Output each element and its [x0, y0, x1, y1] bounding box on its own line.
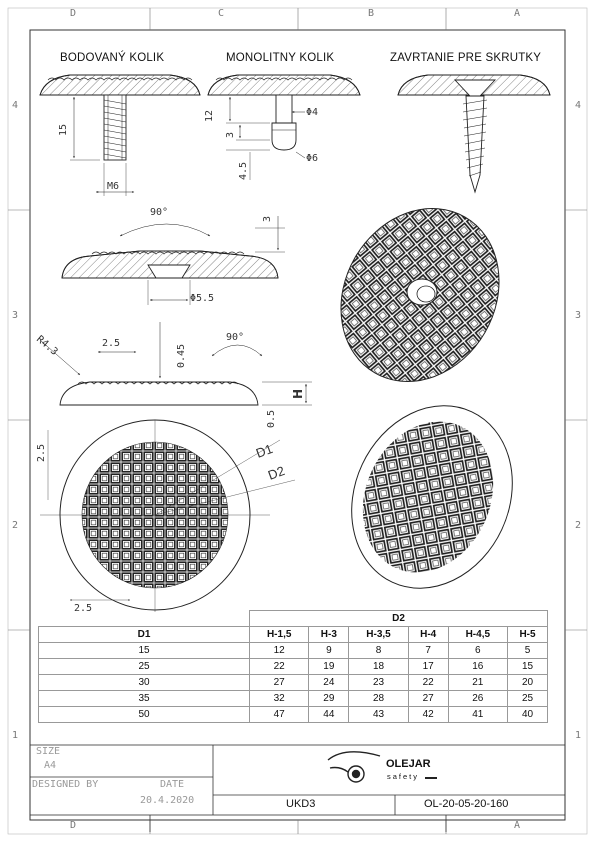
- label-d1: D1: [253, 441, 275, 461]
- dim-h: H: [291, 388, 305, 399]
- part-name: UKD3: [286, 798, 316, 810]
- table-cell: 22: [250, 659, 309, 675]
- zone-left-4: 4: [12, 100, 19, 111]
- table-row: [39, 659, 548, 675]
- title-monolitny: MONOLITNY KOLIK: [226, 52, 335, 64]
- title-skrutky: ZAVRTANIE PRE SKRUTKY: [390, 52, 542, 64]
- table-row: [39, 675, 548, 691]
- table-cell: 28: [349, 691, 408, 707]
- table-row: [39, 643, 548, 659]
- table-h-header: H-3: [309, 627, 349, 643]
- dim-45a: 4.5: [238, 161, 249, 180]
- size-label: SIZE: [36, 746, 61, 757]
- table-cell: 21: [448, 675, 507, 691]
- zone-left-2: 2: [12, 520, 19, 531]
- dim-3b: 3: [262, 215, 273, 222]
- dim-phi6: Φ6: [306, 153, 319, 164]
- table-cell: 42: [408, 707, 448, 723]
- dim-3a: 3: [225, 131, 236, 138]
- zone-bottom-a: A: [514, 820, 521, 831]
- dim-ang1: 90°: [150, 207, 169, 218]
- table-cell: 24: [309, 675, 349, 691]
- table-cell: 7: [408, 643, 448, 659]
- dim-15: 15: [58, 123, 69, 136]
- dim-m6: M6: [107, 181, 120, 192]
- table-group-row: [39, 611, 548, 627]
- company-sub: safety: [387, 772, 420, 781]
- table-cell: 20: [508, 675, 548, 691]
- dim-25c: 2.5: [74, 603, 93, 614]
- table-cell: 19: [309, 659, 349, 675]
- iso-view-2: [322, 379, 541, 614]
- table-row: [39, 707, 548, 723]
- olejar-logo-icon: [328, 752, 380, 782]
- label-d2: D2: [265, 463, 287, 483]
- zone-right-3: 3: [575, 310, 582, 321]
- table-cell: 25: [508, 691, 548, 707]
- table-cell: 27: [250, 675, 309, 691]
- table-cell: 23: [349, 675, 408, 691]
- zone-top-a: A: [514, 8, 521, 19]
- monolitny-kolik-view: [208, 75, 360, 180]
- table-h-header: H-1,5: [250, 627, 309, 643]
- table-group-header: D2: [250, 611, 548, 627]
- dim-phi55: Φ5.5: [190, 293, 215, 304]
- dim-25a: 2.5: [102, 338, 121, 349]
- table-cell: 47: [250, 707, 309, 723]
- table-h-header: H-3,5: [349, 627, 408, 643]
- dim-ang2: 90°: [226, 332, 245, 343]
- zone-right-4: 4: [575, 100, 582, 111]
- table-cell: 32: [250, 691, 309, 707]
- table-cell: 25: [39, 659, 250, 675]
- title-bodovany: BODOVANÝ KOLIK: [60, 52, 165, 64]
- size-value: A4: [44, 760, 57, 771]
- table-h-header: H-5: [508, 627, 548, 643]
- table-cell: 44: [309, 707, 349, 723]
- table-cell: 17: [408, 659, 448, 675]
- table-cell: 18: [349, 659, 408, 675]
- title-block: [30, 745, 565, 832]
- dim-05: 0.5: [266, 409, 277, 428]
- dim-r43: R4.3: [34, 333, 60, 358]
- table-cell: 8: [349, 643, 408, 659]
- table-d1-header: D1: [39, 627, 250, 643]
- zone-right-2: 2: [575, 520, 582, 531]
- zone-top-b: B: [368, 8, 375, 19]
- table-cell: 29: [309, 691, 349, 707]
- table-cell: 5: [508, 643, 548, 659]
- table-cell: 40: [508, 707, 548, 723]
- table-header-row: [39, 627, 548, 643]
- table-cell: 15: [508, 659, 548, 675]
- dim-25b: 2.5: [36, 443, 47, 462]
- date-value: 20.4.2020: [140, 795, 195, 806]
- iso-view-1: [310, 180, 530, 411]
- table-cell: 12: [250, 643, 309, 659]
- table-cell: 30: [39, 675, 250, 691]
- zone-top-c: C: [218, 8, 225, 19]
- table-cell: 9: [309, 643, 349, 659]
- dim-phi4: Φ4: [306, 107, 319, 118]
- zone-left-1: 1: [12, 730, 19, 741]
- table-cell: 22: [408, 675, 448, 691]
- company-underline: [425, 777, 437, 779]
- designed-label: DESIGNED BY: [32, 779, 99, 790]
- table-cell: 35: [39, 691, 250, 707]
- table-cell: 27: [408, 691, 448, 707]
- zone-left-3: 3: [12, 310, 19, 321]
- zone-bottom-d: D: [70, 820, 77, 831]
- drawing-number: OL-20-05-20-160: [424, 798, 509, 810]
- zone-top-d: D: [70, 8, 77, 19]
- table-cell: 16: [448, 659, 507, 675]
- table-h-header: H-4,5: [448, 627, 507, 643]
- skrutky-view: [398, 75, 550, 192]
- table-cell: 41: [448, 707, 507, 723]
- table-h-header: H-4: [408, 627, 448, 643]
- table-cell: 43: [349, 707, 408, 723]
- dim-045: 0.45: [176, 343, 187, 368]
- company-name: OLEJAR: [386, 758, 431, 770]
- dimension-table: [38, 610, 548, 723]
- table-cell: 26: [448, 691, 507, 707]
- table-row: [39, 691, 548, 707]
- dim-12: 12: [204, 109, 215, 122]
- table-cell: 50: [39, 707, 250, 723]
- section-view-1: [62, 216, 285, 305]
- table-cell: 15: [39, 643, 250, 659]
- zone-right-1: 1: [575, 730, 582, 741]
- table-cell: 6: [448, 643, 507, 659]
- date-label: DATE: [160, 779, 185, 790]
